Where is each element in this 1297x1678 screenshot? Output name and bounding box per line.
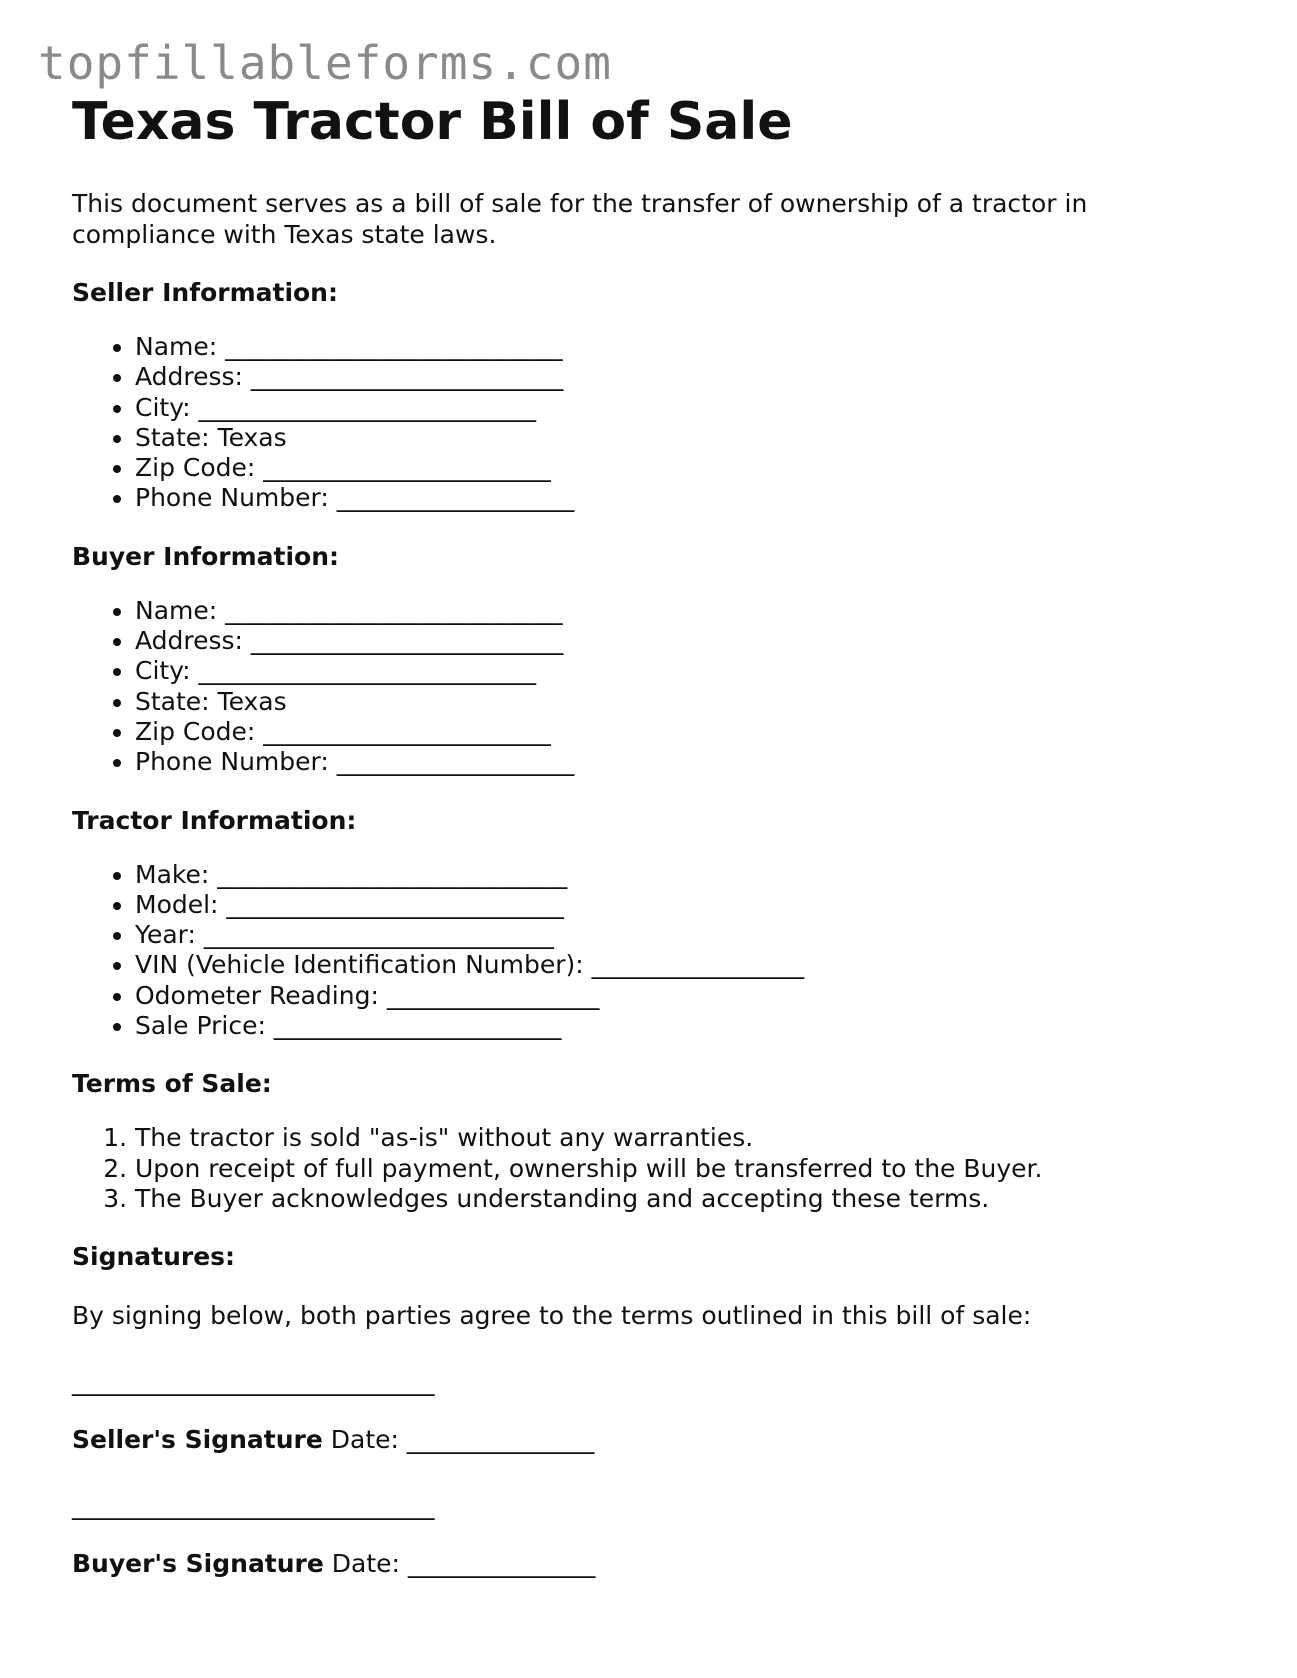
buyer-list [72, 596, 1232, 778]
buyer-phone-field[interactable]: • Phone Number: ___________________ [135, 747, 1232, 777]
seller-signature-line[interactable]: _____________________________ [72, 1367, 435, 1397]
term-item: 3. The Buyer acknowledges understanding and accepting these terms. [135, 1184, 1232, 1214]
seller-heading: Seller Information: [72, 278, 338, 307]
buyer-heading: Buyer Information: [72, 541, 340, 571]
seller-list [72, 332, 1232, 514]
tractor-model-field[interactable]: • Model: ___________________________ [135, 890, 1232, 920]
seller-signature-label [72, 1425, 1232, 1455]
tractor-year-field[interactable]: • Year: ____________________________ [135, 920, 1232, 950]
seller-city-field[interactable]: • City: ___________________________ [135, 393, 1232, 423]
buyer-signature-caption: Buyer's Signature [72, 1549, 324, 1579]
terms-list [72, 1123, 1232, 1214]
term-item: 1. The tractor is sold "as-is" without any warranties. [135, 1123, 1232, 1153]
buyer-date-field[interactable]: Date: _______________ [331, 1549, 596, 1579]
buyer-name-field[interactable]: • Name: ___________________________ [135, 596, 1232, 626]
tractor-vin-field[interactable]: • VIN (Vehicle Identification Number): _________________ [135, 950, 1232, 980]
seller-name-field[interactable]: • Name: ___________________________ [135, 332, 1232, 362]
tractor-price-field[interactable]: • Sale Price: _______________________ [135, 1011, 1232, 1041]
seller-signature-caption: Seller's Signature [72, 1425, 323, 1455]
tractor-heading: Tractor Information: [72, 805, 357, 835]
watermark: topfillableforms.com [38, 36, 612, 90]
signatures-statement: By signing below, both parties agree to the terms outlined in this bill of sale: [72, 1301, 1032, 1331]
buyer-signature-label [72, 1549, 1232, 1579]
seller-state-field: • State: Texas [135, 423, 1232, 453]
tractor-list [72, 860, 1232, 1042]
terms-heading: Terms of Sale: [72, 1069, 272, 1099]
buyer-zip-field[interactable]: • Zip Code: _______________________ [135, 717, 1232, 747]
seller-address-field[interactable]: • Address: _________________________ [135, 362, 1232, 392]
page-title: Texas Tractor Bill of Sale [72, 92, 793, 152]
seller-zip-field[interactable]: • Zip Code: _______________________ [135, 453, 1232, 483]
tractor-odometer-field[interactable]: • Odometer Reading: _________________ [135, 981, 1232, 1011]
term-item: 2. Upon receipt of full payment, ownership will be transferred to the Buyer. [135, 1154, 1232, 1184]
seller-date-field[interactable]: Date: _______________ [330, 1425, 595, 1455]
document-body [72, 92, 1232, 1579]
buyer-signature-line[interactable]: _____________________________ [72, 1491, 435, 1521]
seller-phone-field[interactable]: • Phone Number: ___________________ [135, 483, 1232, 513]
signatures-heading: Signatures: [72, 1242, 236, 1272]
intro-paragraph: This document serves as a bill of sale for the transfer of ownership of a tractor in compliance with Texas state laws. [72, 189, 1088, 249]
buyer-address-field[interactable]: • Address: _________________________ [135, 626, 1232, 656]
tractor-make-field[interactable]: • Make: ____________________________ [135, 860, 1232, 890]
buyer-state-field: • State: Texas [135, 687, 1232, 717]
buyer-city-field[interactable]: • City: ___________________________ [135, 656, 1232, 686]
